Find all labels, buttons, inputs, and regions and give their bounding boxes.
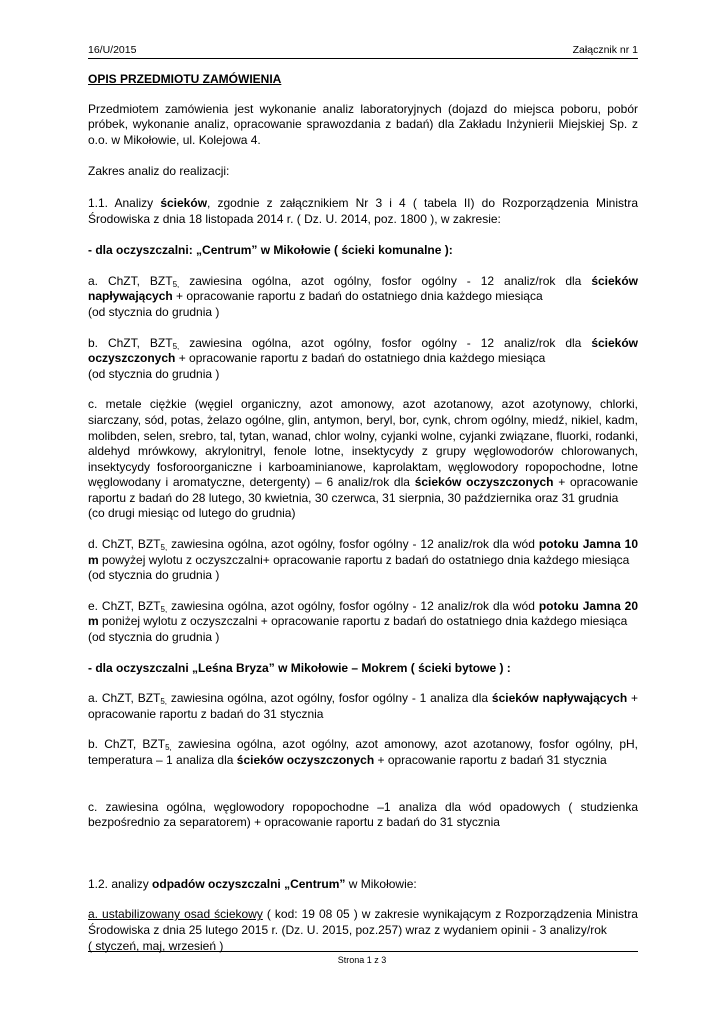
lesna-item-b: b. ChZT, $BZT_{5,}$ zawiesina ogólna, azot ogólny, azot amonowy, azot azotanowy, fosfor ogólny, pH, temperatura – 1 analiza dla ścieków oczyszczonych + opracowanie raportu z badań 31 stycznia <box>88 737 639 767</box>
centrum-item-e-note: (od stycznia do grudnia ) <box>88 630 220 645</box>
intro-paragraph: Przedmiotem zamówienia jest wykonanie analiz laboratoryjnych (dojazd do miejsca poboru, pobór próbek, wykonanie analiz, opracowanie sprawozdania z badań) dla Zakładu Inżynierii Miejskiej Sp. z o.o. w Mikołowie, ul. Kolejowa 4. <box>88 101 638 147</box>
header-attachment: Załącznik nr 1 <box>572 44 638 56</box>
centrum-item-a: a. ChZT, $BZT_{5,}$ zawiesina ogólna, azot ogólny, fosfor ogólny - 12 analiz/rok dla ścieków napływających + opracowanie raportu z badań do ostatniego dnia każdego miesiąca <box>88 273 639 304</box>
centrum-heading: - dla oczyszczalni: „Centrum” w Mikołowie ( ścieki komunalne ): <box>88 243 453 258</box>
centrum-item-b: b. ChZT, $BZT_{5,}$ zawiesina ogólna, azot ogólny, fosfor ogólny - 12 analiz/rok dla ścieków oczyszczonych + opracowanie raportu z badań do ostatniego dnia każdego miesiąca <box>88 335 639 366</box>
footer-rule <box>88 951 638 952</box>
centrum-item-a-note: (od stycznia do grudnia ) <box>88 304 220 319</box>
scope-label: Zakres analiz do realizacji: <box>88 164 230 179</box>
centrum-item-e: e. ChZT, $BZT_{5,}$ zawiesina ogólna, azot ogólny, fosfor ogólny - 12 analiz/rok dla wód potoku Jamna 20 m poniżej wylotu z oczyszczalni + opracowanie raportu z badań do ostatniego dnia każdego miesiąca <box>88 598 638 629</box>
section-1-2-item-a: a. ustabilizowany osad ściekowy ( kod: 19 08 05 ) w zakresie wynikającym z Rozporządzenia Ministra Środowiska z dnia 25 lutego 2015 r. (Dz. U. 2015, poz.257) wraz z wydaniem opinii - 3 analizy/rok <box>88 907 638 937</box>
page-number: Strona 1 z 3 <box>337 955 387 965</box>
centrum-item-d-note: (od stycznia do grudnia ) <box>88 568 220 583</box>
section-1-2: 1.2. analizy odpadów oczyszczalni „Centrum” w Mikołowie: <box>88 876 417 891</box>
document-title: OPIS PRZEDMIOTU ZAMÓWIENIA <box>88 72 282 86</box>
section-1-2-item-a-note: ( styczeń, maj, wrzesień ) <box>88 938 224 953</box>
centrum-item-d: d. ChZT, $BZT_{5,}$ zawiesina ogólna, azot ogólny, fosfor ogólny - 12 analiz/rok dla wód potoku Jamna 10 m powyżej wylotu z oczyszczalni+ opracowanie raportu z badań do ostatniego dnia każdego miesiąca <box>88 537 638 567</box>
header-doc-number: 16/U/2015 <box>88 44 137 56</box>
lesna-item-a: a. ChZT, $BZT_{5,}$ zawiesina ogólna, azot ogólny, fosfor ogólny - 1 analiza dla ścieków napływających + opracowanie raportu z badań do 31 stycznia <box>88 691 639 721</box>
lesna-item-c: c. zawiesina ogólna, węglowodory ropopochodne –1 analiza dla wód opadowych ( studzienka bezpośrednio za separatorem) + opracowanie raportu z badań do 31 stycznia <box>88 799 638 830</box>
centrum-item-b-note: (od stycznia do grudnia ) <box>88 366 220 381</box>
lesna-heading: - dla oczyszczalni „Leśna Bryza” w Mikołowie – Mokrem ( ścieki bytowe ) : <box>88 660 511 675</box>
centrum-item-c: c. metale ciężkie (węgiel organiczny, azot amonowy, azot azotanowy, azot azotynowy, chlorki, siarczany, sód, potas, żelazo ogólne, glin, antymon, beryl, bor, cynk, chrom ogólny, miedź, nikiel, kadm, molibden, selen, srebro, tal, tytan, wanad, chlor wolny, cyjanki wolne, cyjanki związane, fluorki, rodanki, aldehyd mrówkowy, akrylonitryl, fenole lotne, insektycydy z grupy węglowodorów chlorowanych, insektycydy fosforoorganiczne i karboaminianowe, kaprolaktam, węglowodory ropopochodne, lotne węglowodany i aromatyczne, detergenty) – 6 analiz/rok dla ścieków oczyszczonych + opracowanie raportu z badań do 28 lutego, 30 kwietnia, 30 czerwca, 31 sierpnia, 30 października oraz 31 grudnia <box>88 397 638 505</box>
header-rule <box>88 58 638 59</box>
centrum-item-c-note: (co drugi miesiąc od lutego do grudnia) <box>88 506 296 521</box>
document-body <box>88 68 638 954</box>
section-1-1: 1.1. Analizy ścieków, zgodnie z załącznikiem Nr 3 i 4 ( tabela II) do Rozporządzenia Ministra Środowiska z dnia 18 listopada 2014 r. ( Dz. U. 2014, poz. 1800 ), w zakresie: <box>88 195 638 226</box>
